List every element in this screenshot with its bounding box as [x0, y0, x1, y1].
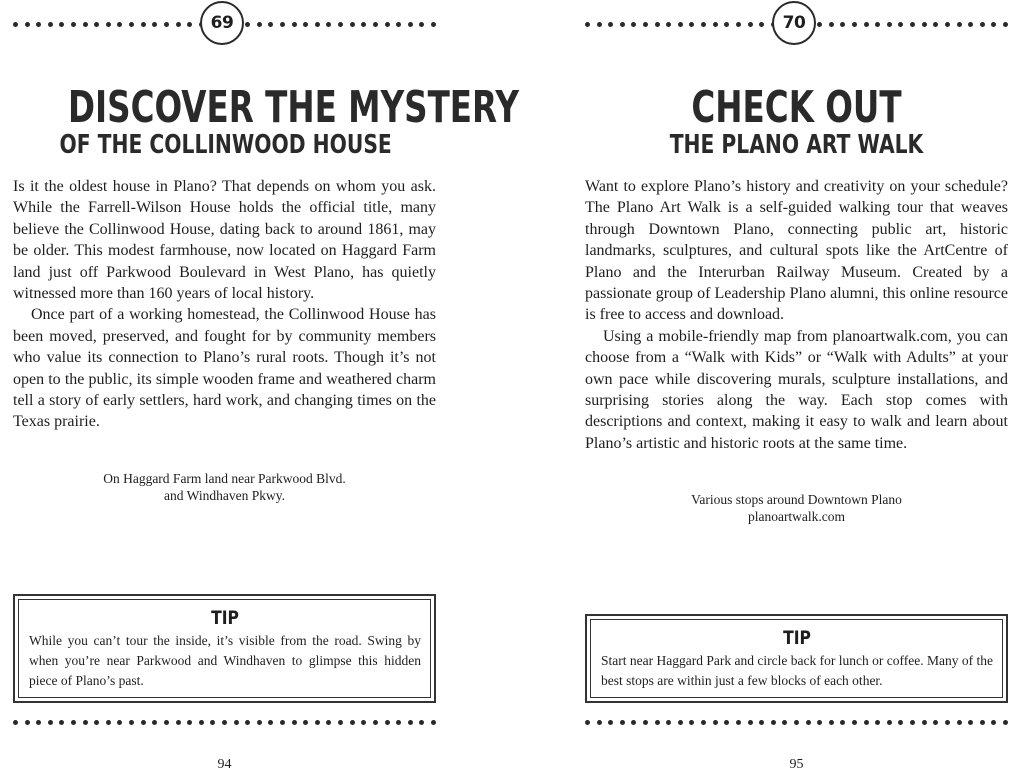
tip-text: While you can’t tour the inside, it’s visible from the road. Swing by when you’re near Parkwood and Windhaven to glimpse this hidden piece of Plano’s past.: [29, 633, 421, 688]
rule-dot: [361, 720, 366, 725]
rule-dot: [303, 22, 308, 27]
rule-dot: [922, 22, 927, 27]
rule-dot: [620, 22, 625, 27]
rule-dot: [991, 720, 996, 725]
rule-dot: [245, 22, 250, 27]
rule-dot: [631, 22, 636, 27]
rule-dot: [431, 720, 436, 725]
chapter-title: CHECK OUT: [691, 82, 902, 133]
rule-dot: [585, 720, 590, 725]
rule-dot: [1003, 22, 1008, 27]
rule-dot: [187, 22, 192, 27]
rule-dot: [234, 720, 239, 725]
rule-dot: [898, 720, 903, 725]
body-paragraph: Once part of a working homestead, the Collinwood House has been moved, preserved, and fought for by community members who value its connection to Plano’s rural roots. Though it’s not open to the public, its simple wooden frame and weathered charm tell a story of early settlers, hard work, and changing times on the Texas prairie.: [13, 306, 436, 431]
rule-dot: [910, 720, 915, 725]
rule-dot: [315, 22, 320, 27]
rule-dot: [713, 22, 718, 27]
rule-dot: [945, 720, 950, 725]
rule-dot: [396, 22, 401, 27]
rule-dot: [292, 720, 297, 725]
left-page: [13, 0, 519, 776]
rule-dot: [806, 720, 811, 725]
rule-dot: [373, 720, 378, 725]
rule-dot: [13, 22, 18, 27]
rule-dot: [852, 22, 857, 27]
rule-dot: [620, 720, 625, 725]
tip-box: [13, 594, 436, 703]
rule-dot: [350, 720, 355, 725]
rule-dot: [222, 720, 227, 725]
location-info: [585, 491, 1008, 525]
rule-dot: [875, 720, 880, 725]
rule-dot: [829, 22, 834, 27]
rule-dot: [71, 720, 76, 725]
rule-dot: [385, 720, 390, 725]
rule-dot: [957, 22, 962, 27]
bottom-dot-rule: [585, 719, 1008, 725]
rule-dot: [771, 720, 776, 725]
rule-dot: [48, 720, 53, 725]
rule-dot: [817, 22, 822, 27]
rule-dot: [350, 22, 355, 27]
rule-dot: [71, 22, 76, 27]
rule-dot: [408, 720, 413, 725]
rule-dot: [875, 22, 880, 27]
rule-dot: [655, 22, 660, 27]
chapter-number-badge: 69: [200, 1, 244, 45]
rule-dot: [968, 22, 973, 27]
body-text: [13, 176, 436, 433]
rule-dot: [141, 22, 146, 27]
chapter-number-badge: 70: [772, 1, 816, 45]
location-line: and Windhaven Pkwy.: [164, 488, 285, 503]
rule-dot: [689, 720, 694, 725]
body-paragraph: Is it the oldest house in Plano? That depends on whom you ask. While the Farrell-Wilson House holds the official title, many believe the Collinwood House, dating back to around 1861, may be older. This modest farmhouse, now located on Haggard Farm land just off Parkwood Boulevard in West Plano, has quietly witnessed more than 160 years of local history.: [13, 178, 436, 303]
rule-dot: [257, 22, 262, 27]
rule-dot: [59, 22, 64, 27]
rule-dot: [326, 22, 331, 27]
page-number: 95: [789, 757, 804, 772]
rule-dot: [373, 22, 378, 27]
rule-dot: [608, 22, 613, 27]
rule-dot: [864, 720, 869, 725]
rule-dot: [199, 720, 204, 725]
rule-dot: [106, 720, 111, 725]
rule-dot: [840, 720, 845, 725]
rule-dot: [164, 720, 169, 725]
rule-dot: [338, 720, 343, 725]
rule-dot: [338, 22, 343, 27]
rule-dot: [117, 22, 122, 27]
rule-dot: [910, 22, 915, 27]
location-info: [13, 470, 436, 504]
rule-dot: [689, 22, 694, 27]
rule-dot: [36, 720, 41, 725]
rule-dot: [945, 22, 950, 27]
rule-dot: [268, 720, 273, 725]
rule-dot: [94, 720, 99, 725]
rule-dot: [25, 22, 30, 27]
rule-dot: [817, 720, 822, 725]
rule-dot: [268, 22, 273, 27]
rule-dot: [245, 720, 250, 725]
rule-dot: [748, 720, 753, 725]
rule-dot: [303, 720, 308, 725]
rule-dot: [129, 720, 134, 725]
rule-dot: [643, 22, 648, 27]
rule-dot: [678, 22, 683, 27]
tip-heading: TIP: [783, 627, 811, 649]
rule-dot: [991, 22, 996, 27]
rule-dot: [117, 720, 122, 725]
rule-dot: [759, 720, 764, 725]
rule-dot: [176, 720, 181, 725]
rule-dot: [13, 720, 18, 725]
rule-dot: [957, 720, 962, 725]
rule-dot: [666, 720, 671, 725]
rule-dot: [933, 22, 938, 27]
rule-dot: [187, 720, 192, 725]
rule-dot: [980, 22, 985, 27]
rule-dot: [361, 22, 366, 27]
rule-dot: [141, 720, 146, 725]
rule-dot: [608, 720, 613, 725]
rule-dot: [898, 22, 903, 27]
rule-dot: [83, 720, 88, 725]
rule-dot: [280, 720, 285, 725]
rule-dot: [724, 22, 729, 27]
rule-dot: [829, 720, 834, 725]
rule-dot: [597, 720, 602, 725]
rule-dot: [968, 720, 973, 725]
rule-dot: [655, 720, 660, 725]
rule-dot: [94, 22, 99, 27]
rule-dot: [736, 720, 741, 725]
rule-dot: [736, 22, 741, 27]
rule-dot: [840, 22, 845, 27]
rule-dot: [292, 22, 297, 27]
rule-dot: [980, 720, 985, 725]
rule-dot: [280, 22, 285, 27]
bottom-dot-rule: [13, 719, 436, 725]
body-paragraph: Want to explore Plano’s history and creativity on your schedule? The Plano Art Walk is a self-guided walking tour that weaves through Downtown Plano, connecting public art, historic landmarks, sculptures, and cultural spots like the ArtCentre of Plano and the Interurban Railway Museum. Created by a passionate group of Leadership Plano alumni, this online resource is free to access and download.: [585, 178, 1008, 324]
rule-dot: [25, 720, 30, 725]
location-line: On Haggard Farm land near Parkwood Blvd.: [103, 471, 346, 486]
rule-dot: [257, 720, 262, 725]
rule-dot: [36, 22, 41, 27]
rule-dot: [408, 22, 413, 27]
rule-dot: [678, 720, 683, 725]
rule-dot: [396, 720, 401, 725]
chapter-subtitle: THE PLANO ART WALK: [669, 130, 924, 160]
rule-dot: [152, 720, 157, 725]
tip-heading: TIP: [211, 607, 239, 629]
body-paragraph: Using a mobile-friendly map from planoartwalk.com, you can choose from a “Walk with Kids” or “Walk with Adults” at your own pace while discovering murals, sculpture installations, and surprising stories along the way. Each stop comes with descriptions and context, making it easy to walk and learn about Plano’s artistic and historic roots at the same time.: [585, 327, 1008, 452]
rule-dot: [666, 22, 671, 27]
tip-text: Start near Haggard Park and circle back for lunch or coffee. Many of the best stops are within just a few blocks of each other.: [601, 653, 993, 688]
rule-dot: [748, 22, 753, 27]
rule-dot: [643, 720, 648, 725]
rule-dot: [48, 22, 53, 27]
location-line: planoartwalk.com: [747, 509, 846, 524]
rule-dot: [597, 22, 602, 27]
body-text: [585, 176, 1008, 454]
rule-dot: [724, 720, 729, 725]
right-page: [585, 0, 1008, 776]
rule-dot: [864, 22, 869, 27]
rule-dot: [794, 720, 799, 725]
rule-dot: [585, 22, 590, 27]
rule-dot: [164, 22, 169, 27]
rule-dot: [852, 720, 857, 725]
rule-dot: [106, 22, 111, 27]
rule-dot: [887, 22, 892, 27]
rule-dot: [152, 22, 157, 27]
rule-dot: [419, 22, 424, 27]
rule-dot: [713, 720, 718, 725]
rule-dot: [326, 720, 331, 725]
rule-dot: [419, 720, 424, 725]
chapter-subtitle: OF THE COLLINWOOD HOUSE: [59, 130, 392, 160]
rule-dot: [701, 720, 706, 725]
rule-dot: [701, 22, 706, 27]
rule-dot: [176, 22, 181, 27]
rule-dot: [631, 720, 636, 725]
rule-dot: [922, 720, 927, 725]
rule-dot: [129, 22, 134, 27]
rule-dot: [933, 720, 938, 725]
page-number: 94: [217, 757, 232, 772]
rule-dot: [431, 22, 436, 27]
rule-dot: [887, 720, 892, 725]
rule-dot: [782, 720, 787, 725]
location-line: Various stops around Downtown Plano: [691, 492, 902, 507]
rule-dot: [59, 720, 64, 725]
tip-box: [585, 614, 1008, 703]
rule-dot: [759, 22, 764, 27]
rule-dot: [210, 720, 215, 725]
chapter-title: DISCOVER THE MYSTERY: [67, 82, 519, 133]
rule-dot: [385, 22, 390, 27]
rule-dot: [83, 22, 88, 27]
rule-dot: [1003, 720, 1008, 725]
rule-dot: [315, 720, 320, 725]
